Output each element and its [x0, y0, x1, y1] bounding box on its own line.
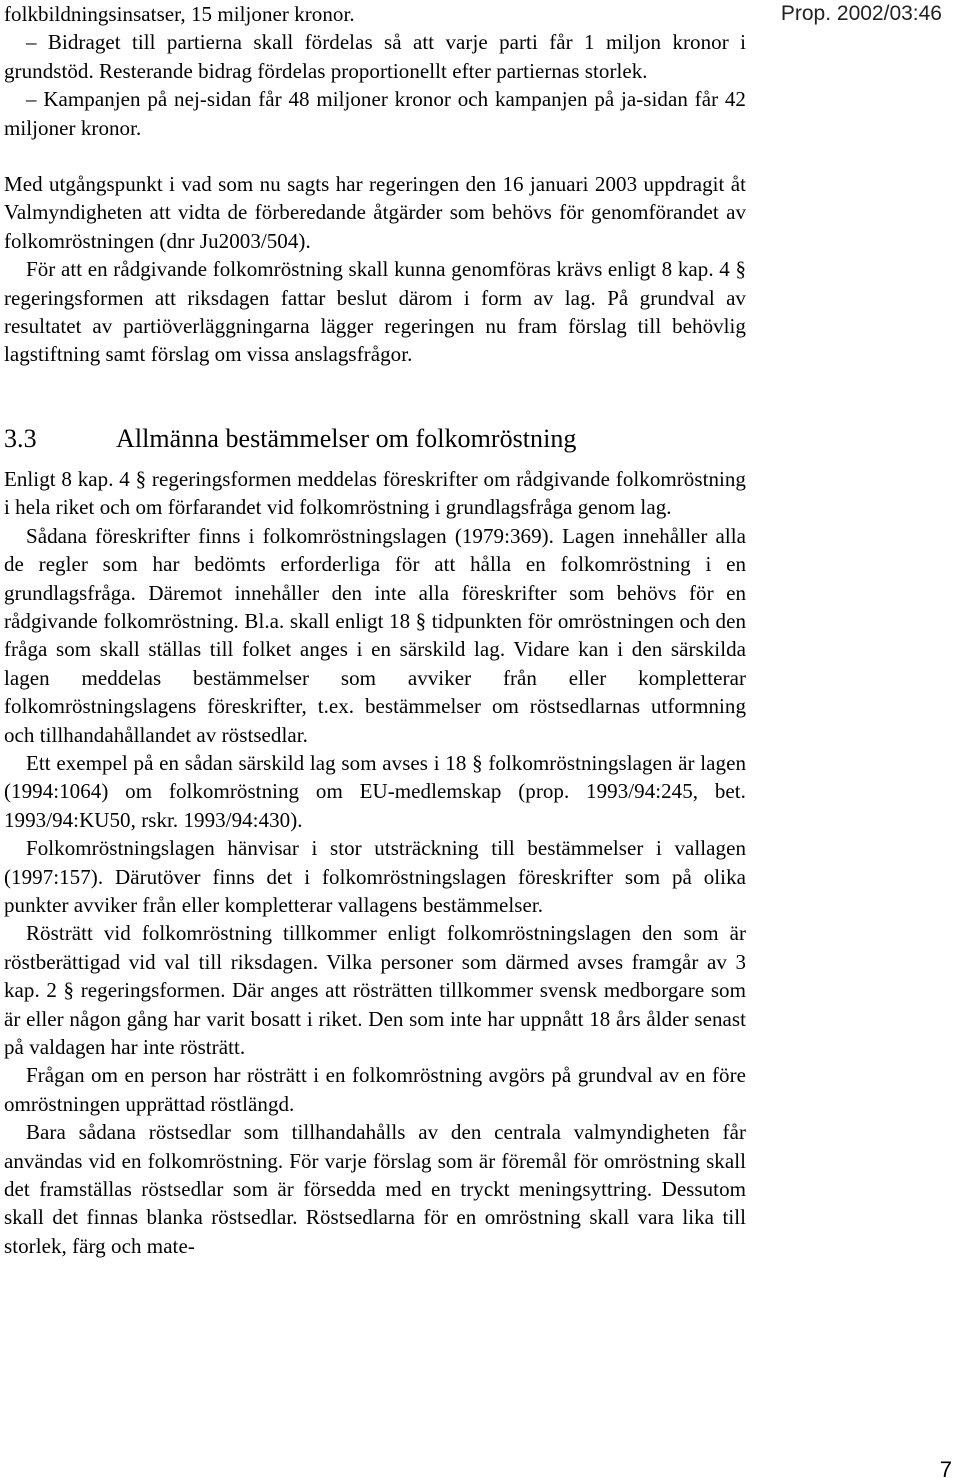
body-paragraph: Bara sådana röstsedlar som tillhandahålls av den centrala valmyndigheten får användas vid en folkomröstning. För varje förslag som är föremål för omröstning skall det framställas röstsedlar som är försedda med en tryckt meningsyttring. Dessutom skall det finnas blanka röstsedlar. Röstsedlarna för en omröstning skall vara lika till storlek, färg och mate- — [4, 1120, 746, 1258]
heading-spacer — [4, 455, 746, 465]
section-number: 3.3 — [4, 423, 37, 453]
body-paragraph: Med utgångspunkt i vad som nu sagts har regeringen den 16 januari 2003 uppdragit åt Valmyndigheten att vidta de förberedande åtgärder som behövs för genomförandet av folkomröstningen (dnr Ju2003/504). — [4, 172, 746, 253]
dash-list-item: – Kampanjen på nej-sidan får 48 miljoner kronor och kampanjen på ja-sidan får 42 miljoner kronor. — [4, 87, 746, 140]
body-paragraph: Folkomröstningslagen hänvisar i stor utsträckning till bestämmelser i vallagen (1997:157). Därutöver finns det i folkomröstningslagen föreskrifter som på olika punkter avviker från eller kompletterar vallagens bestämmelser. — [4, 836, 746, 917]
body-paragraph: Enligt 8 kap. 4 § regeringsformen meddelas föreskrifter om rådgivande folkomröstning i hela riket och om förfarandet vid folkomröstning i grundlagsfråga genom lag. — [4, 466, 746, 520]
section-title: Allmänna bestämmelser om folkomröstning — [116, 423, 577, 453]
body-paragraph: Rösträtt vid folkomröstning tillkommer enligt folkomröstningslagen den som är röstberättigad vid val till riksdagen. Vilka personer som därmed avses framgår av 3 kap. 2 § regeringsformen. Där anges att rösträtten tillkommer svensk medborgare som är eller någon gång har varit bosatt i riket. Den som inte har uppnått 18 års ålder senast på valdagen har inte rösträtt. — [4, 921, 746, 1059]
intro-line: folkbildningsinsatser, 15 miljoner kronor. — [4, 2, 355, 26]
page-header-prop-ref: Prop. 2002/03:46 — [780, 2, 942, 25]
paragraph-spacer — [4, 142, 746, 170]
page-number: 7 — [939, 1457, 952, 1482]
section-heading — [4, 423, 746, 455]
heading-spacer — [4, 369, 746, 423]
body-text-column — [4, 0, 746, 1260]
body-paragraph: Frågan om en person har rösträtt i en folkomröstning avgörs på grundval av en före omröstningen upprättad röstlängd. — [4, 1063, 746, 1116]
body-paragraph: Sådana föreskrifter finns i folkomröstningslagen (1979:369). Lagen innehåller alla de regler som har bedömts erforderliga för att hålla en folkomröstning i en grundlagsfråga. Däremot innehåller den inte alla föreskrifter som behövs för en rådgivande folkomröstning. Bl.a. skall enligt 18 § tidpunkten för omröstningen och den fråga som skall ställas till folket anges i en särskild lag. Vidare kan i den särskilda lagen meddelas bestämmelser som avviker från eller kompletterar folkomröstningslagens föreskrifter, t.ex. bestämmelser om röstsedlarnas utformning och tillhandahållandet av röstsedlar. — [4, 523, 746, 747]
body-paragraph: Ett exempel på en sådan särskild lag som avses i 18 § folkomröstningslagen är lagen (1994:1064) om folkomröstning om EU-medlemskap (prop. 1993/94:245, bet. 1993/94:KU50, rskr. 1993/94:430). — [4, 750, 746, 832]
body-paragraph: För att en rådgivande folkomröstning skall kunna genomföras krävs enligt 8 kap. 4 § regeringsformen att riksdagen fattar beslut därom i form av lag. På grundval av resultatet av partiöverläggningarna lägger regeringen nu fram förslag till behövlig lagstiftning samt förslag om vissa anslagsfrågor. — [4, 257, 746, 367]
dash-list-item: – Bidraget till partierna skall fördelas så att varje parti får 1 miljon kronor i grundstöd. Resterande bidrag fördelas proportionellt efter partiernas storlek. — [4, 30, 746, 83]
